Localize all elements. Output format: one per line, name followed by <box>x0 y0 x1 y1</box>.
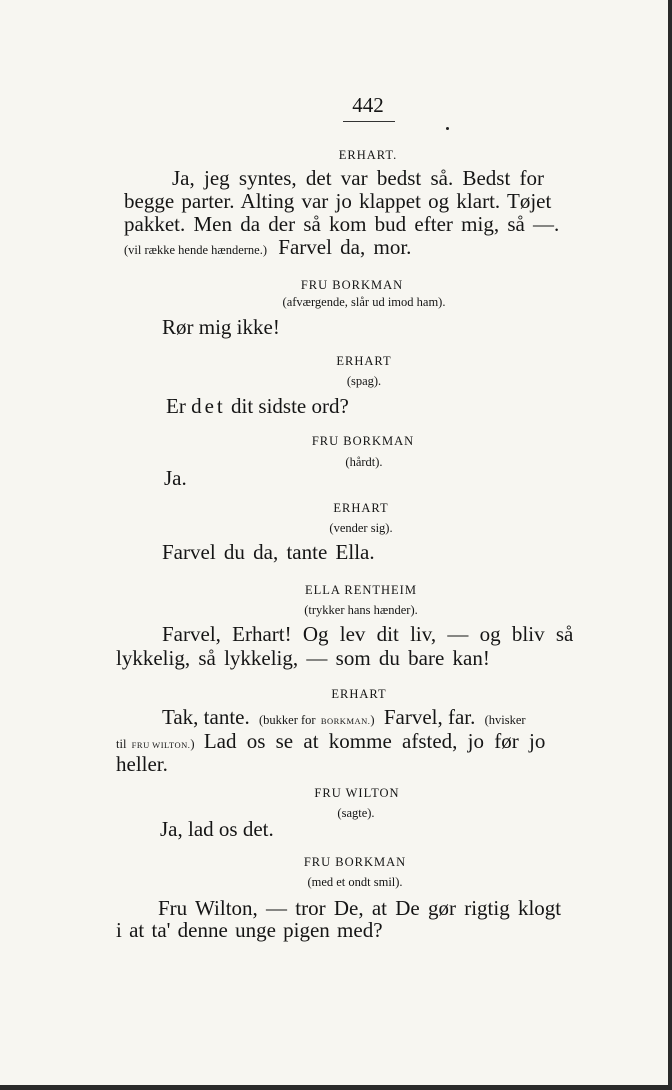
dialogue-line <box>124 237 411 258</box>
speaker-ella-rentheim: ELLA RENTHEIM <box>305 583 417 597</box>
stage-direction: (vil række hende hænderne.) <box>124 243 268 257</box>
stage-direction: (med et ondt smil). <box>307 875 403 889</box>
page-number-rule <box>343 121 395 122</box>
stage-direction: ) <box>370 713 375 727</box>
dialogue-line: pakket. Men da der så kom bud efter mig, så —. <box>124 212 560 236</box>
dialogue-text: dit sidste ord? <box>225 394 349 418</box>
speaker-fru-borkman: FRU BORKMAN <box>311 434 415 448</box>
dialogue-line: i at ta' denne unge pigen med? <box>116 918 383 942</box>
dialogue-line: Ja, lad os det. <box>160 817 274 841</box>
stage-direction: (trykker hans hænder). <box>304 603 418 617</box>
stage-direction: til <box>116 737 127 751</box>
scan-edge-right <box>668 0 672 1090</box>
stage-direction: (sagte). <box>337 806 375 820</box>
dialogue-text: Lad os se at komme afsted, jo før jo <box>203 729 546 753</box>
speaker-erhart: ERHART. <box>338 148 398 162</box>
speaker-fru-borkman: FRU BORKMAN <box>300 278 404 292</box>
stage-direction-name: FRU WILTON. <box>131 740 191 750</box>
dialogue-text: Farvel, far. <box>383 705 476 729</box>
dialogue-line: Fru Wilton, — tror De, at De gør rigtig klogt <box>158 896 562 920</box>
dialogue-line: begge parter. Alting var jo klappet og klart. Tøjet <box>124 189 552 213</box>
stage-direction-name: BORKMAN. <box>320 716 371 726</box>
speaker-fru-wilton: FRU WILTON <box>314 786 400 800</box>
dialogue-text: Farvel da, mor. <box>278 235 412 259</box>
dialogue-line: Ja. <box>164 466 187 490</box>
stage-direction: (afværgende, slår ud imod ham). <box>282 295 446 309</box>
dialogue-line: heller. <box>116 752 168 776</box>
stage-direction: (hvisker <box>484 713 526 727</box>
stage-direction: (vender sig). <box>329 521 393 535</box>
dialogue-line: Rør mig ikke! <box>162 315 280 339</box>
dialogue-line <box>166 396 349 417</box>
speaker-erhart: ERHART <box>331 687 387 701</box>
dialogue-text: Er <box>166 394 192 418</box>
stage-direction: (bukker for <box>259 713 316 727</box>
print-speck <box>446 127 449 130</box>
dialogue-line: Farvel, Erhart! Og lev dit liv, — og bliv så <box>162 622 574 646</box>
page-number: 442 <box>352 93 384 117</box>
stage-direction: (hårdt). <box>345 455 383 469</box>
dialogue-line <box>162 707 526 728</box>
speaker-fru-borkman: FRU BORKMAN <box>303 855 407 869</box>
dialogue-line: Farvel du da, tante Ella. <box>162 540 375 564</box>
speaker-erhart: ERHART <box>336 354 392 368</box>
scan-edge-bottom <box>0 1085 672 1090</box>
dialogue-line: lykkelig, så lykkelig, — som du bare kan! <box>116 646 490 670</box>
dialogue-text: Tak, tante. <box>162 705 250 729</box>
dialogue-emphasis: det <box>191 394 226 418</box>
dialogue-line <box>116 731 545 752</box>
stage-direction: (spag). <box>346 374 382 388</box>
stage-direction: ) <box>190 737 195 751</box>
speaker-erhart: ERHART <box>333 501 389 515</box>
dialogue-line: Ja, jeg syntes, det var bedst så. Bedst for <box>172 166 545 190</box>
